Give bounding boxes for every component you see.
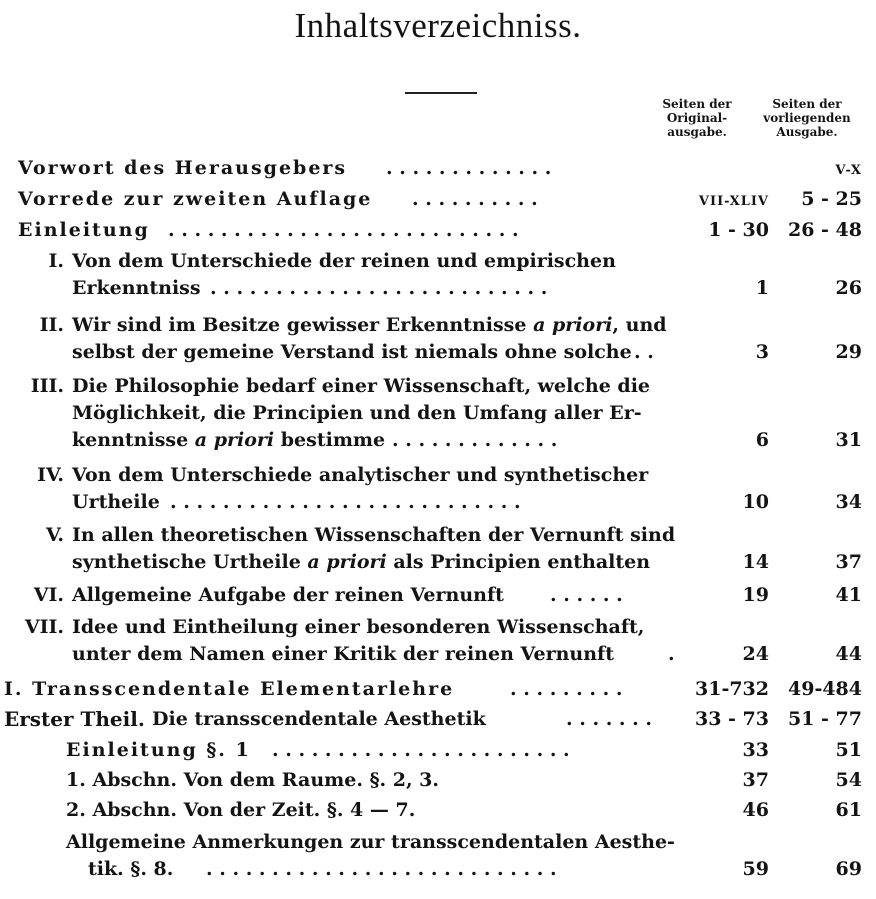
page-original: 6 bbox=[755, 429, 769, 451]
page-present: 31 bbox=[835, 429, 862, 451]
toc-entry-vorwort[interactable] bbox=[0, 155, 876, 182]
leader-dots: . . . . . . . . . . . . . . . . . . . . . . . . . . bbox=[210, 277, 548, 299]
page-original: 31-732 bbox=[695, 678, 769, 700]
toc-entry-section-3[interactable] bbox=[0, 373, 876, 454]
toc-entry-zeit[interactable] bbox=[0, 797, 876, 824]
page-original: 24 bbox=[742, 643, 769, 665]
toc-entry-line: Allgemeine Anmerkungen zur transscendentalen Aesthe- bbox=[66, 831, 675, 853]
page-present: 51 bbox=[835, 739, 862, 761]
toc-entry-title: Einleitung bbox=[18, 219, 150, 241]
page-original: 33 - 73 bbox=[695, 708, 769, 730]
toc-entry-title: Vorrede zur zweiten Auflage bbox=[18, 188, 373, 210]
toc-entry-title: Die transscendentale Aesthetik bbox=[152, 708, 486, 730]
page-present: 26 bbox=[835, 277, 862, 299]
page-present: 61 bbox=[835, 799, 862, 821]
toc-entry-section-7[interactable] bbox=[0, 614, 876, 668]
column-header-line: ausgabe. bbox=[667, 125, 727, 139]
toc-entry-line: Wir sind im Besitze gewisser Erkenntnisse a priori, und bbox=[72, 314, 667, 336]
toc-entry-line: Allgemeine Aufgabe der reinen Vernunft bbox=[72, 584, 504, 606]
toc-entry-line: Die Philosophie bedarf einer Wissenschaft, welche die bbox=[72, 375, 651, 397]
page-present: 51 - 77 bbox=[788, 708, 862, 730]
leader-dots: . bbox=[668, 643, 675, 665]
page-original: 19 bbox=[742, 584, 769, 606]
toc-entry-line: Von dem Unterschiede analytischer und synthetischer bbox=[72, 464, 649, 486]
section-number: II. bbox=[39, 314, 64, 336]
page-present: V-X bbox=[835, 163, 862, 178]
section-number: III. bbox=[30, 375, 64, 397]
column-header-line: Seiten der bbox=[772, 97, 842, 111]
toc-entry-title: Einleitung §. 1 bbox=[66, 739, 251, 761]
toc-entry-line: unter dem Namen einer Kritik der reinen Vernunft bbox=[72, 643, 614, 665]
toc-entry-line: selbst der gemeine Verstand ist niemals ohne solche bbox=[72, 341, 632, 363]
column-header-line: Original- bbox=[666, 111, 728, 125]
page-present: 34 bbox=[835, 491, 862, 513]
toc-entry-line: kenntnisse a priori bestimme bbox=[72, 429, 386, 451]
toc-entry-title: 2. Abschn. Von der Zeit. §. 4 — 7. bbox=[66, 799, 416, 821]
toc-entry-line: Idee und Eintheilung einer besonderen Wissenschaft, bbox=[72, 616, 645, 638]
toc-entry-section-5[interactable] bbox=[0, 522, 876, 576]
column-header-present bbox=[757, 97, 857, 139]
toc-entry-line: tik. §. 8. bbox=[88, 858, 174, 880]
section-number: V. bbox=[45, 524, 64, 546]
leader-dots: . . . . . . . . . . . . . . . . . . . . . . . . . . . bbox=[168, 219, 519, 241]
section-number: I. bbox=[48, 250, 64, 272]
page-present: 54 bbox=[835, 769, 862, 791]
toc-entry-line: In allen theoretischen Wissenschaften der Vernunft sind bbox=[72, 524, 676, 546]
toc-entry-elementarlehre[interactable] bbox=[0, 676, 876, 703]
section-number: VI. bbox=[33, 584, 64, 606]
leader-dots: . . . . . . . . . . . . . bbox=[392, 429, 558, 451]
column-header-line: vorliegenden bbox=[763, 111, 851, 125]
page-original: 1 bbox=[755, 277, 769, 299]
page-present: 69 bbox=[835, 858, 862, 880]
page-present: 37 bbox=[835, 551, 862, 573]
toc-entry-raum[interactable] bbox=[0, 767, 876, 794]
leader-dots: . . . . . . . . . bbox=[510, 678, 623, 700]
page-original: 37 bbox=[742, 769, 769, 791]
leader-dots: . . . . . . . . . . . . . . . . . . . . . . . . . . . bbox=[206, 858, 557, 880]
leader-dots: . . . . . . . . . . . . . . . . . . . . . . . bbox=[272, 739, 570, 761]
page-original: 1 - 30 bbox=[708, 219, 769, 241]
page-original: 10 bbox=[742, 491, 769, 513]
column-header-line: Seiten der bbox=[662, 97, 732, 111]
toc-entry-einleitung[interactable] bbox=[0, 217, 876, 244]
page-original: 14 bbox=[742, 551, 769, 573]
column-header-line: Ausgabe. bbox=[776, 125, 838, 139]
leader-dots: . . bbox=[634, 341, 654, 363]
toc-entry-anmerkungen[interactable] bbox=[0, 829, 876, 883]
toc-entry-title: Vorwort des Herausgebers bbox=[18, 157, 348, 179]
toc-entry-line: synthetische Urtheile a priori als Principien enthalten bbox=[72, 551, 651, 573]
page-present: 49-484 bbox=[788, 678, 862, 700]
leader-dots: . . . . . . . . . . . . . bbox=[386, 157, 552, 179]
leader-dots: . . . . . . . . . . bbox=[412, 188, 538, 210]
page-present: 5 - 25 bbox=[801, 188, 862, 210]
toc-entry-title: I. Transscendentale Elementarlehre bbox=[4, 678, 455, 700]
page-original: VII-XLIV bbox=[698, 194, 769, 209]
section-number: IV. bbox=[37, 464, 64, 486]
toc-entry-title: 1. Abschn. Von dem Raume. §. 2, 3. bbox=[66, 769, 440, 791]
page-present: 44 bbox=[835, 643, 862, 665]
section-number: VII. bbox=[24, 616, 64, 638]
toc-entry-line: Von dem Unterschiede der reinen und empirischen bbox=[72, 250, 616, 272]
toc-entry-section-6[interactable] bbox=[0, 582, 876, 609]
toc-entry-aesthetik-einleitung[interactable] bbox=[0, 737, 876, 764]
page-present: 29 bbox=[835, 341, 862, 363]
toc-entry-line: Möglichkeit, die Principien und den Umfang aller Er- bbox=[72, 402, 642, 424]
toc-entry-vorrede[interactable] bbox=[0, 186, 876, 213]
page-present: 26 - 48 bbox=[788, 219, 862, 241]
column-header-original bbox=[647, 97, 747, 139]
leader-dots: . . . . . . . . . . . . . . . . . . . . . . . . . . . bbox=[170, 491, 521, 513]
page-original: 33 bbox=[742, 739, 769, 761]
toc-entry-section-4[interactable] bbox=[0, 462, 876, 516]
leader-dots: . . . . . . . bbox=[566, 708, 652, 730]
page-present: 41 bbox=[835, 584, 862, 606]
page-title: Inhaltsverzeichniss. bbox=[294, 6, 582, 45]
leader-dots: . . . . . . bbox=[550, 584, 623, 606]
toc-entry-line: Erkenntniss bbox=[72, 277, 201, 299]
toc-entry-line: Urtheile bbox=[72, 491, 160, 513]
page-original: 46 bbox=[742, 799, 769, 821]
toc-entry-erster-theil[interactable] bbox=[0, 706, 876, 733]
page-original: 59 bbox=[742, 858, 769, 880]
toc-entry-section-1[interactable] bbox=[0, 248, 876, 302]
part-label: Erster Theil. bbox=[4, 707, 145, 731]
title-rule bbox=[405, 92, 477, 94]
page-original: 3 bbox=[755, 341, 769, 363]
toc-entry-section-2[interactable] bbox=[0, 312, 876, 366]
